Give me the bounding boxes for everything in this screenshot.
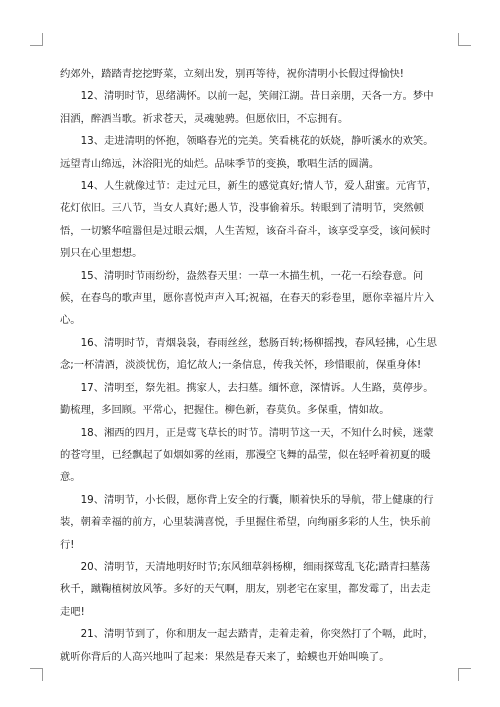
- paragraph: 17、清明至，祭先祖。携家人，去扫墓。缅怀意，深情诉。人生路，莫停步。勤梳理，多回顾。平常心，把握住。柳色新，春莫负。多保重，情如故。: [60, 381, 434, 417]
- paragraph: 18、湘西的四月，正是莺飞草长的时节。清明节这一天，不知什么时候，迷蒙的苍穹里，已经飘起了如烟如雾的丝雨，那漫空飞舞的晶莹，似在轻呼着初夏的暖意。: [60, 426, 434, 484]
- corner-mark-top-left: [30, 33, 43, 46]
- paragraph: 12、清明时节，思绪满怀。以前一起，笑闹江湖。昔日亲朋，天各一方。梦中泪洒，醉酒当歌。祈求苍天，灵魂驰骋。但愿依旧，不忘拥有。: [60, 90, 434, 125]
- paragraph: 15、清明时节雨纷纷，盎然春天里：一草一木描生机，一花一石绘春意。问候，在春鸟的歌声里，愿你喜悦声声入耳;祝福，在春天的彩卷里，愿你幸福片片入心。: [60, 269, 435, 327]
- paragraph: 14、人生就像过节：走过元旦，新生的感觉真好;情人节，爱人甜蜜。元宵节，花灯依旧。三八节，当女人真好;愚人节，没事偷着乐。转眼到了清明节，突然顿悟，一切繁华喧嚣但是过眼云烟，人生苦短，该奋斗奋斗，该享受享受，该问候时别只在心里想想。: [60, 180, 437, 260]
- paragraph: 约郊外，踏踏青挖挖野菜，立刻出发，别再等待，祝你清明小长假过得愉快!: [60, 68, 404, 80]
- corner-mark-top-right: [458, 33, 471, 46]
- paragraph: 19、清明节，小长假，愿你背上安全的行囊，顺着快乐的导航，带上健康的行装，朝着幸福的前方，心里装满喜悦，手里握住希望，向绚丽多彩的人生，快乐前行!: [60, 493, 434, 551]
- document-body: [60, 63, 440, 668]
- paragraph: 13、走进清明的怀抱，领略春光的完美。笑看桃花的妖娆，静听溪水的欢笑。远望青山绵远，沐浴阳光的灿烂。品味季节的变换，歌唱生活的圆满。: [60, 135, 434, 170]
- corner-mark-bottom-left: [30, 668, 43, 681]
- paragraph: 21、清明节到了，你和朋友一起去踏青，走着走着，你突然打了个嗝，此时，就听你背后的人高兴地叫了起来：果然是春天来了，蛤蟆也开始叫唤了。: [60, 628, 434, 663]
- corner-mark-bottom-right: [458, 668, 471, 681]
- paragraph: 16、清明时节，青烟袅袅，春雨丝丝，愁肠百转;杨柳摇拽，春风轻拂，心生思念;一杯清酒，淡淡忧伤，追忆故人;一条信息，传我关怀，珍惜眼前，保重身体!: [60, 336, 437, 372]
- paragraph: 20、清明节，天清地明好时节;东风细草斜杨柳，细雨探莺乱飞花;踏青扫墓荡秋千，蹴鞠植树放风筝。多好的天气啊，朋友，别老宅在家里，都发霉了，出去走走吧!: [60, 560, 431, 618]
